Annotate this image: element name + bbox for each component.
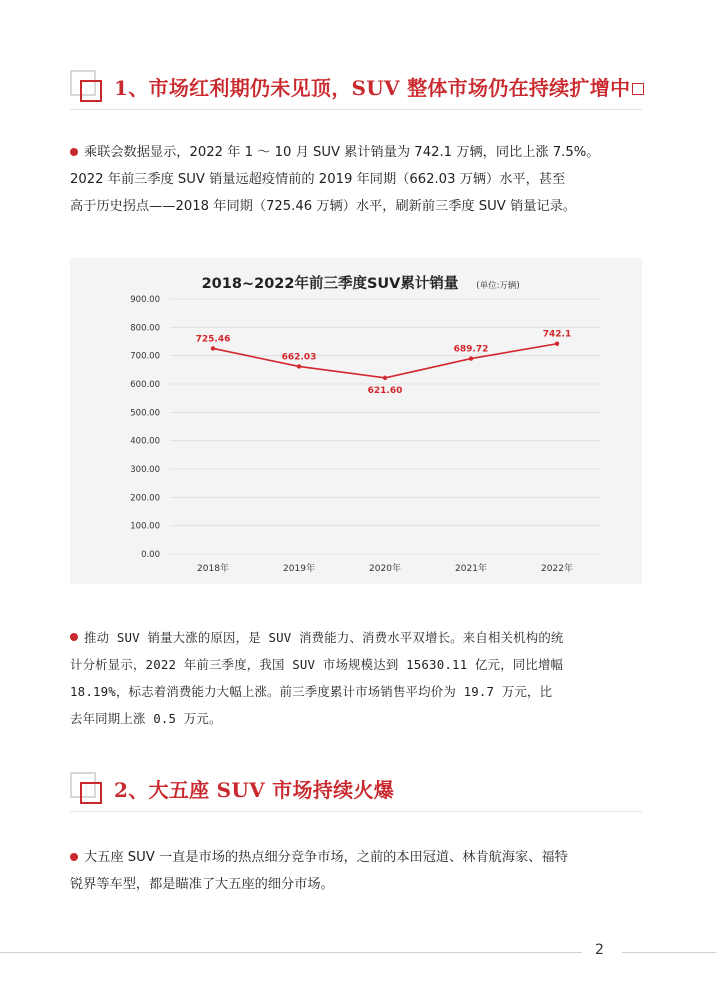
paragraph-five-seat-suv bbox=[70, 844, 644, 898]
data-point bbox=[555, 342, 559, 346]
paragraph-line: 去年同期上涨 0.5 万元。 bbox=[70, 711, 222, 726]
y-tick-label: 600.00 bbox=[130, 380, 160, 390]
x-tick-label: 2022年 bbox=[541, 564, 573, 574]
section-divider bbox=[70, 109, 642, 110]
paragraph-line: 大五座 SUV 一直是市场的热点细分竞争市场，之前的本田冠道、林肯航海家、福特 bbox=[84, 850, 568, 865]
paragraph-growth-reasons bbox=[70, 624, 644, 732]
x-tick-label: 2018年 bbox=[197, 564, 229, 574]
y-tick-label: 500.00 bbox=[130, 408, 160, 419]
section-square-icon bbox=[70, 70, 110, 110]
data-label: 725.46 bbox=[195, 334, 231, 345]
series-line bbox=[213, 344, 557, 378]
data-label: 662.03 bbox=[281, 352, 317, 363]
paragraph-line: 2022 年前三季度 SUV 销量远超疫情前的 2019 年同期（662.03 万辆）水平，甚至 bbox=[70, 172, 566, 187]
data-point bbox=[297, 364, 301, 368]
y-tick-label: 200.00 bbox=[130, 493, 160, 504]
section-end-box-icon bbox=[632, 83, 644, 95]
y-tick-label: 100.00 bbox=[130, 521, 160, 532]
section-1-title: 1、市场红利期仍未见顶，SUV 整体市场仍在持续扩增中 bbox=[114, 72, 644, 101]
y-tick-label: 300.00 bbox=[130, 465, 160, 475]
bullet-dot-icon bbox=[70, 148, 78, 156]
paragraph-line: 推动 SUV 销量大涨的原因，是 SUV 消费能力、消费水平双增长。来自相关机构的统 bbox=[84, 630, 564, 645]
y-tick-label: 400.00 bbox=[130, 436, 160, 447]
data-label: 742.1 bbox=[542, 329, 572, 340]
paragraph-line: 锐界等车型，都是瞄准了大五座的细分市场。 bbox=[70, 877, 334, 892]
paragraph-line: 18.19%，标志着消费能力大幅上涨。前三季度累计市场销售平均价为 19.7 万元，比 bbox=[70, 684, 553, 699]
chart-subtitle: (单位:万辆) bbox=[476, 281, 520, 291]
y-tick-label: 700.00 bbox=[130, 351, 160, 362]
data-label: 621.60 bbox=[367, 385, 403, 396]
footer-rule bbox=[622, 952, 716, 953]
section-divider bbox=[70, 811, 642, 812]
x-tick-label: 2020年 bbox=[369, 564, 401, 574]
bullet-dot-icon bbox=[70, 853, 78, 861]
section-1-header bbox=[70, 70, 642, 110]
section-2-title: 2、大五座 SUV 市场持续火爆 bbox=[114, 778, 395, 802]
data-point bbox=[383, 376, 387, 380]
x-tick-label: 2021年 bbox=[455, 564, 487, 574]
y-tick-label: 800.00 bbox=[130, 323, 160, 334]
page-number: 2 bbox=[595, 942, 604, 958]
chart-title: 2018~2022年前三季度SUV累计销量 bbox=[201, 276, 459, 292]
y-tick-label: 0.00 bbox=[141, 550, 160, 560]
footer-rule bbox=[0, 952, 582, 953]
bullet-dot-icon bbox=[70, 633, 78, 641]
paragraph-line: 高于历史拐点——2018 年同期（725.46 万辆）水平，刷新前三季度 SUV 销量记录。 bbox=[70, 199, 576, 214]
paragraph-sales-overview bbox=[70, 139, 644, 220]
data-point bbox=[469, 356, 473, 360]
line-chart-svg bbox=[70, 258, 642, 584]
y-tick-label: 900.00 bbox=[130, 295, 160, 305]
suv-sales-chart bbox=[70, 258, 642, 584]
section-square-icon bbox=[70, 772, 110, 812]
section-2-header bbox=[70, 772, 642, 812]
data-point bbox=[211, 346, 215, 350]
paragraph-line: 乘联会数据显示，2022 年 1 ～ 10 月 SUV 累计销量为 742.1 万辆，同比上涨 7.5%。 bbox=[84, 145, 600, 160]
paragraph-line: 计分析显示，2022 年前三季度，我国 SUV 市场规模达到 15630.11 亿元，同比增幅 bbox=[70, 657, 564, 672]
data-label: 689.72 bbox=[453, 344, 489, 355]
x-tick-label: 2019年 bbox=[283, 564, 315, 574]
